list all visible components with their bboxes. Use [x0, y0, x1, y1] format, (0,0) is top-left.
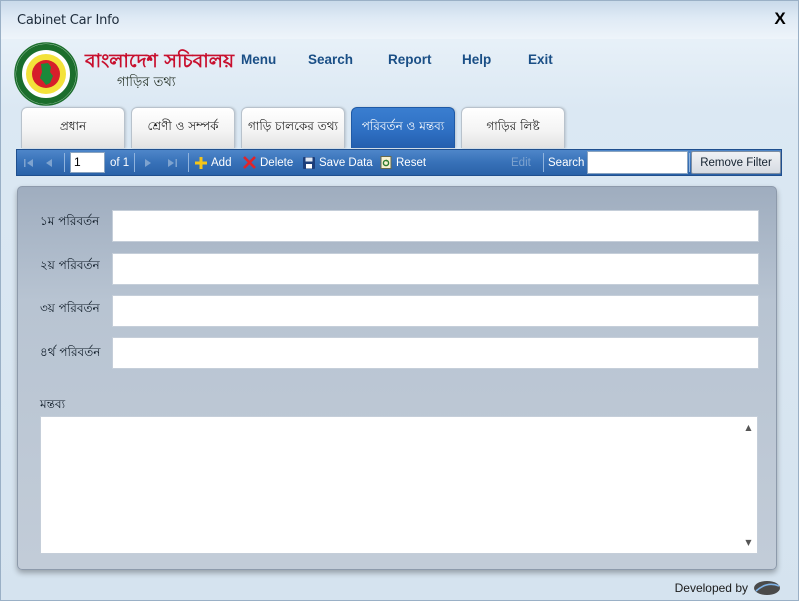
app-subtitle: গাড়ির তথ্য: [117, 75, 176, 90]
toolbar-separator: [134, 153, 135, 172]
third-change-label: ৩য় পরিবর্তন: [40, 301, 100, 315]
delete-button-label: Delete: [260, 156, 294, 169]
next-record-icon[interactable]: [143, 150, 153, 175]
toolbar-separator: [188, 153, 189, 172]
remove-filter-button[interactable]: Remove Filter: [691, 151, 781, 174]
first-change-input[interactable]: [112, 210, 759, 242]
toolbar-separator: [689, 153, 690, 172]
remarks-label: মন্তব্য: [40, 397, 66, 411]
edit-button[interactable]: Edit: [511, 156, 531, 169]
reset-document-icon: [380, 156, 392, 169]
developer-logo-icon: [752, 579, 782, 597]
fourth-change-label: ৪র্থ পরিবর্তন: [40, 345, 101, 359]
add-button[interactable]: [195, 150, 231, 175]
floppy-disk-icon: [303, 157, 315, 169]
tab-bar: [1, 107, 798, 149]
previous-record-icon[interactable]: [44, 150, 54, 175]
first-record-icon[interactable]: [23, 150, 35, 175]
tab-category-relation[interactable]: শ্রেণী ও সম্পর্ক: [131, 107, 235, 148]
save-data-button-label: Save Data: [319, 156, 373, 169]
menu-item-menu[interactable]: Menu: [241, 52, 277, 67]
third-change-input[interactable]: [112, 295, 759, 327]
reset-button[interactable]: [380, 150, 426, 175]
second-change-input[interactable]: [112, 253, 759, 285]
menu-item-search[interactable]: Search: [308, 52, 354, 67]
tab-driver-info[interactable]: গাড়ি চালকের তথ্য: [241, 107, 345, 148]
fourth-change-input[interactable]: [112, 337, 759, 369]
scroll-down-arrow-icon[interactable]: ▼: [745, 538, 752, 547]
app-header: [1, 39, 798, 105]
toolbar-separator: [64, 153, 65, 172]
save-data-button[interactable]: [303, 150, 373, 175]
footer: [675, 579, 782, 597]
scroll-up-arrow-icon[interactable]: ▲: [745, 423, 752, 432]
first-change-label: ১ম পরিবর্তন: [40, 214, 100, 228]
binding-navigator-toolbar: [16, 149, 782, 176]
search-input[interactable]: [587, 151, 688, 174]
add-icon: [195, 157, 207, 169]
tab-changes-remarks[interactable]: পরিবর্তন ও মন্তব্য: [351, 107, 455, 148]
page-position-input[interactable]: 1: [70, 152, 105, 173]
remarks-textarea[interactable]: [40, 416, 758, 554]
changes-remarks-panel: [17, 186, 777, 570]
menu-item-report[interactable]: Report: [388, 52, 432, 67]
last-record-icon[interactable]: [166, 150, 178, 175]
menu-item-exit[interactable]: Exit: [528, 52, 553, 67]
reset-button-label: Reset: [396, 156, 427, 169]
delete-icon: [243, 156, 256, 169]
second-change-label: ২য় পরিবর্তন: [40, 258, 100, 272]
search-button[interactable]: Search: [548, 156, 585, 169]
developed-by-label: Developed by: [674, 581, 748, 595]
title-bar[interactable]: [1, 1, 798, 39]
page-count-label: of 1: [110, 156, 130, 169]
tab-vehicle-list[interactable]: গাড়ির লিষ্ট: [461, 107, 565, 148]
toolbar-separator: [543, 153, 544, 172]
add-button-label: Add: [211, 156, 232, 169]
delete-button[interactable]: [243, 150, 293, 175]
window-title: Cabinet Car Info: [17, 13, 120, 28]
tab-main[interactable]: প্রধান: [21, 107, 125, 148]
government-seal-logo: [14, 42, 78, 106]
app-title: বাংলাদেশ সচিবালয়: [85, 50, 235, 72]
menu-item-help[interactable]: Help: [462, 52, 492, 67]
close-button[interactable]: X: [774, 9, 786, 28]
